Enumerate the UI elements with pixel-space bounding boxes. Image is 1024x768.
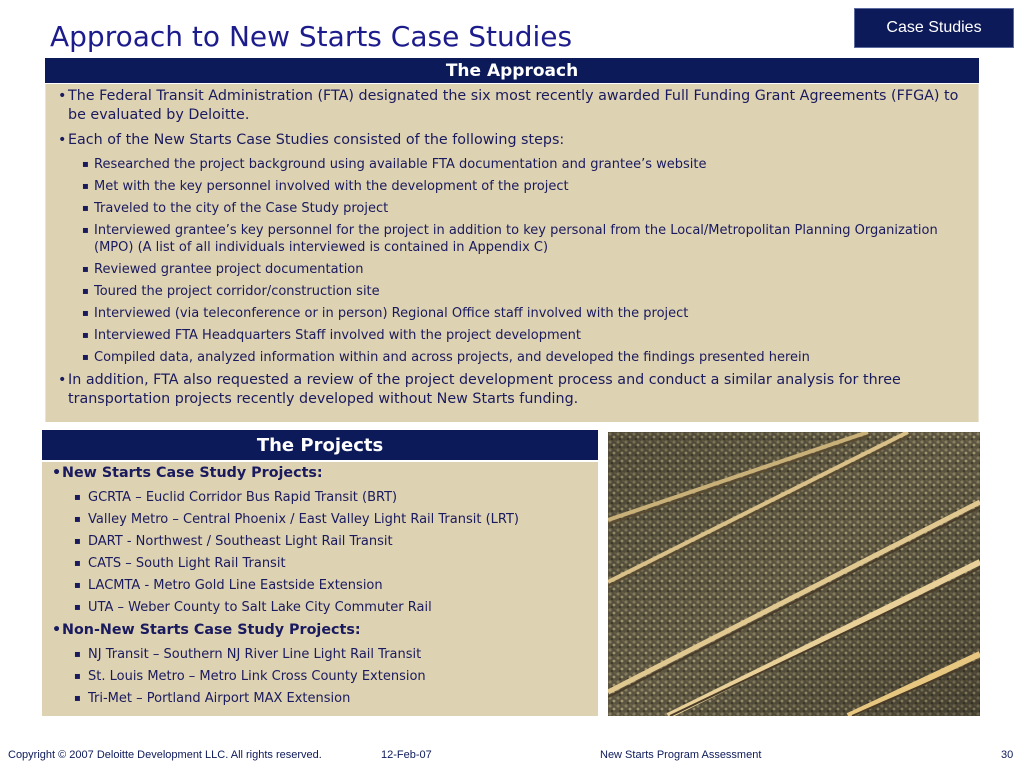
square-bullet-icon: ▪ [82, 352, 89, 363]
footer-copyright: Copyright © 2007 Deloitte Development LLC. All rights reserved. [8, 749, 322, 761]
approach-bullet: • In addition, FTA also requested a review of the project development process and conduct a similar analysis for three transportation projects recently developed without New Starts funding. [58, 372, 901, 407]
square-bullet-icon: ▪ [74, 671, 81, 682]
square-bullet-icon: ▪ [74, 514, 81, 525]
approach-bullet: • The Federal Transit Administration (FTA) designated the six most recently awarded Full Funding Grant Agreements (FFGA) to be evaluated by Deloitte. [58, 88, 959, 123]
project-item: ▪ UTA – Weber County to Salt Lake City Commuter Rail [74, 600, 432, 615]
square-bullet-icon: ▪ [82, 181, 89, 192]
square-bullet-icon: ▪ [74, 602, 81, 613]
bullet-icon: • [58, 372, 67, 388]
railroad-tracks-photo [608, 432, 980, 716]
project-item: ▪ DART - Northwest / Southeast Light Rail Transit [74, 534, 393, 549]
project-item: ▪ LACMTA - Metro Gold Line Eastside Extension [74, 578, 383, 593]
square-bullet-icon: ▪ [82, 330, 89, 341]
square-bullet-icon: ▪ [74, 492, 81, 503]
step-item: ▪ Toured the project corridor/construction site [82, 284, 380, 299]
square-bullet-icon: ▪ [82, 308, 89, 319]
footer-program: New Starts Program Assessment [600, 749, 762, 761]
step-item: ▪ Compiled data, analyzed information within and across projects, and developed the findings presented herein [82, 350, 810, 365]
approach-panel [45, 84, 979, 422]
project-item: ▪ Tri-Met – Portland Airport MAX Extension [74, 691, 351, 706]
new-starts-list [52, 489, 590, 616]
page-title: Approach to New Starts Case Studies [50, 20, 573, 53]
bullet-icon: • [58, 132, 67, 148]
non-new-starts-list [52, 646, 590, 707]
bullet-icon: • [58, 88, 67, 104]
square-bullet-icon: ▪ [82, 203, 89, 214]
square-bullet-icon: ▪ [82, 264, 89, 275]
square-bullet-icon: ▪ [74, 536, 81, 547]
projects-panel [42, 462, 598, 716]
new-starts-label: • New Starts Case Study Projects: [52, 465, 323, 481]
footer-date: 12-Feb-07 [381, 749, 432, 761]
bullet-icon: • [52, 465, 62, 481]
project-item: ▪ NJ Transit – Southern NJ River Line Light Rail Transit [74, 647, 422, 662]
step-item: ▪ Researched the project background using available FTA documentation and grantee’s website [82, 157, 707, 172]
square-bullet-icon: ▪ [74, 693, 81, 704]
square-bullet-icon: ▪ [74, 580, 81, 591]
section-tag: Case Studies [854, 8, 1014, 48]
step-item: ▪ Met with the key personnel involved with the development of the project [82, 179, 569, 194]
square-bullet-icon: ▪ [74, 558, 81, 569]
step-item: ▪ Reviewed grantee project documentation [82, 262, 364, 277]
square-bullet-icon: ▪ [82, 225, 89, 236]
project-item: ▪ St. Louis Metro – Metro Link Cross County Extension [74, 669, 426, 684]
railroad-tracks-image [608, 432, 980, 716]
approach-bullet: • Each of the New Starts Case Studies consisted of the following steps: [58, 132, 565, 148]
step-item: ▪ Interviewed (via teleconference or in person) Regional Office staff involved with the project [82, 306, 689, 321]
square-bullet-icon: ▪ [82, 159, 89, 170]
step-item: ▪ Traveled to the city of the Case Study project [82, 201, 389, 216]
projects-heading: The Projects [42, 430, 598, 460]
bullet-icon: • [52, 622, 62, 638]
square-bullet-icon: ▪ [82, 286, 89, 297]
footer-page-number: 30 [1001, 749, 1014, 761]
project-item: ▪ GCRTA – Euclid Corridor Bus Rapid Transit (BRT) [74, 490, 398, 505]
project-item: ▪ Valley Metro – Central Phoenix / East Valley Light Rail Transit (LRT) [74, 512, 520, 527]
project-item: ▪ CATS – South Light Rail Transit [74, 556, 286, 571]
square-bullet-icon: ▪ [74, 649, 81, 660]
step-item: ▪ Interviewed grantee’s key personnel for the project in addition to key personal from the Local/Metropolitan Planning Organization (MPO) (A list of all individuals interviewed is contained in Appendix C) [82, 223, 938, 255]
steps-list [58, 156, 968, 366]
step-item: ▪ Interviewed FTA Headquarters Staff involved with the project development [82, 328, 581, 343]
approach-heading: The Approach [45, 58, 979, 83]
non-new-starts-label: • Non-New Starts Case Study Projects: [52, 622, 361, 638]
